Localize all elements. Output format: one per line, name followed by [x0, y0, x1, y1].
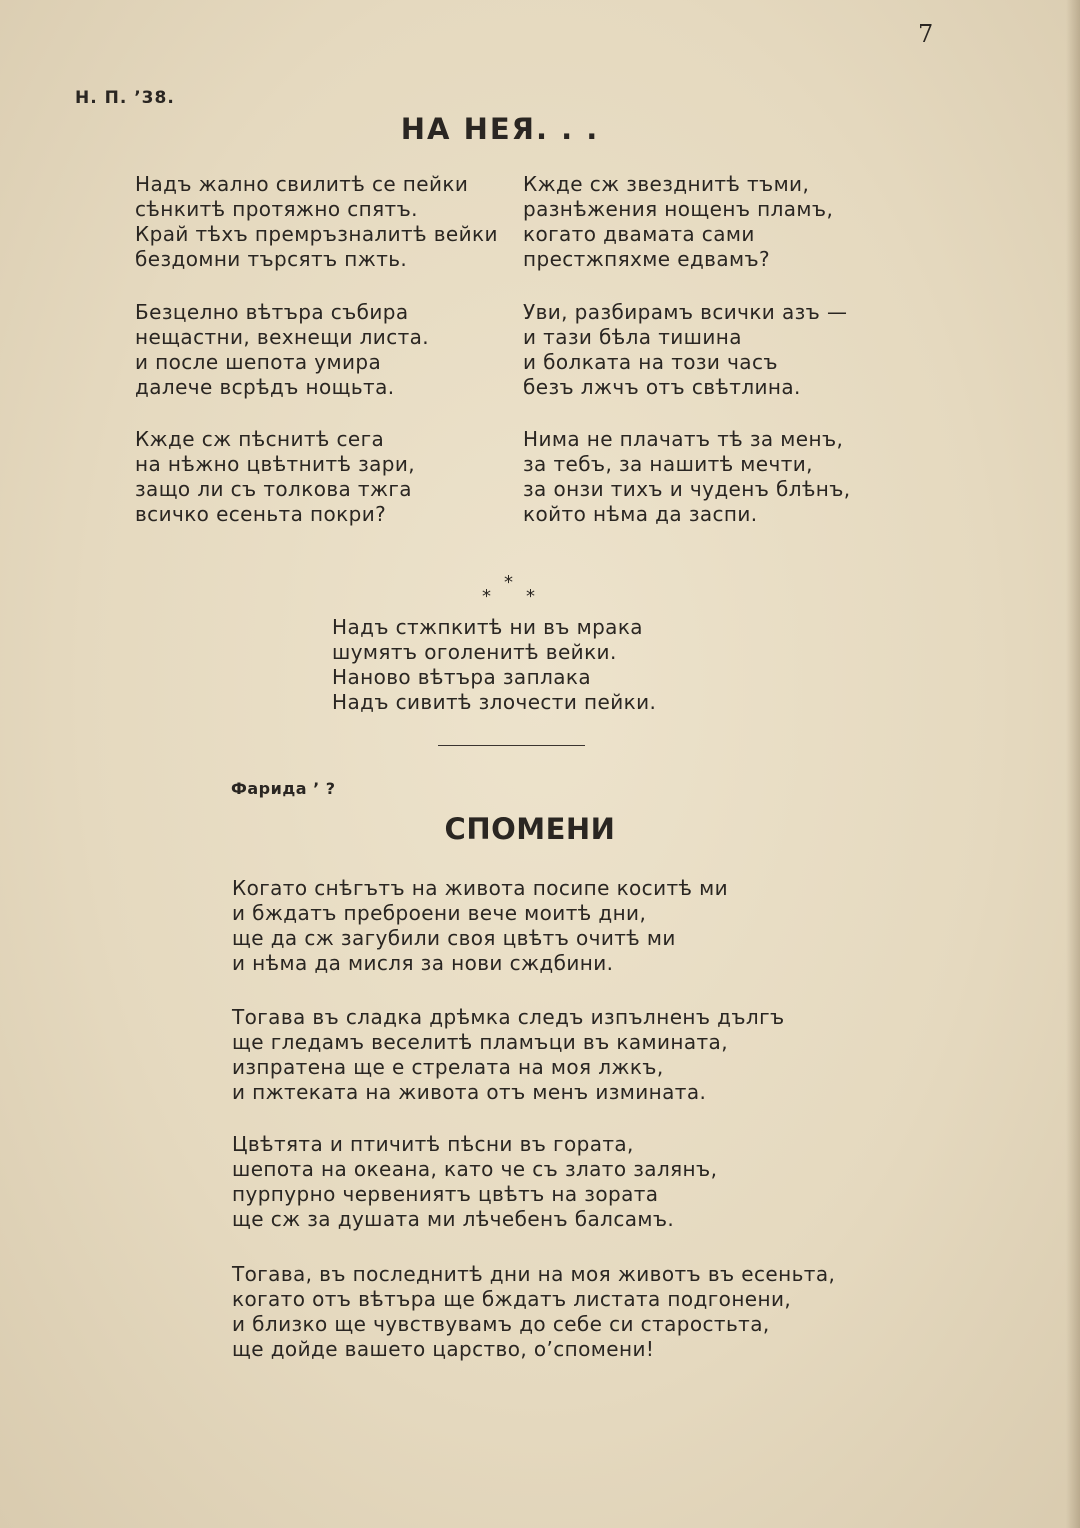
- verse-line: за тебъ, за нашитѣ мечти,: [523, 452, 813, 476]
- verse-line: и тази бѣла тишина: [523, 325, 742, 349]
- poem1-left-stanza-3: [135, 427, 415, 527]
- verse-line: всичко есеньта покри?: [135, 502, 387, 526]
- verse-line: ще гледамъ веселитѣ пламъци въ камината,: [232, 1030, 728, 1054]
- verse-line: ще дойде вашето царство, о’спомени!: [232, 1337, 655, 1361]
- page-spine-shadow: [1066, 0, 1080, 1528]
- page-number: 7: [918, 20, 934, 48]
- verse-line: и близко ще чувствувамъ до себе си старостьта,: [232, 1312, 770, 1336]
- verse-line: Надъ сивитѣ злочести пейки.: [332, 690, 657, 714]
- verse-line: Уви, разбирамъ всички азъ —: [523, 300, 848, 324]
- verse-line: Цвѣтята и птичитѣ пѣсни въ гората,: [232, 1132, 634, 1156]
- verse-line: Тогава въ сладка дрѣмка следъ изпълненъ дългъ: [232, 1005, 785, 1029]
- verse-line: разнѣжения нощенъ пламъ,: [523, 197, 834, 221]
- verse-line: на нѣжно цвѣтнитѣ зари,: [135, 452, 416, 476]
- verse-line: и бждатъ преброени вече моитѣ дни,: [232, 901, 647, 925]
- poem2-stanza-2: [232, 1005, 785, 1105]
- asterism-star: *: [504, 572, 513, 593]
- poem1-right-stanza-3: [523, 427, 851, 527]
- verse-line: и пжтеката на живота отъ менъ измината.: [232, 1080, 707, 1104]
- section-divider: [438, 745, 585, 746]
- asterism-star: *: [482, 586, 491, 607]
- verse-line: далече всрѣдъ нощьта.: [135, 375, 395, 399]
- verse-line: Нима не плачатъ тѣ за менъ,: [523, 427, 844, 451]
- poem1-left-stanza-1: [135, 172, 498, 272]
- poem2-stanza-1: [232, 876, 728, 976]
- poem1-author: Н. П. ’38.: [75, 88, 175, 108]
- verse-line: и нѣма да мисля за нови сждбини.: [232, 951, 614, 975]
- poem2-title: СПОМЕНИ: [444, 812, 616, 846]
- verse-line: когато двамата сами: [523, 222, 755, 246]
- verse-line: пурпурно червениятъ цвѣтъ на зората: [232, 1182, 659, 1206]
- poem1-right-stanza-2: [523, 300, 847, 400]
- verse-line: шепота на океана, като че съ злато залянъ,: [232, 1157, 718, 1181]
- verse-line: ще да сж загубили своя цвѣтъ очитѣ ми: [232, 926, 676, 950]
- verse-line: бездомни търсятъ пжть.: [135, 247, 408, 271]
- asterism-star: *: [526, 586, 535, 607]
- verse-line: ще сж за душата ми лѣчебенъ балсамъ.: [232, 1207, 675, 1231]
- verse-line: шумятъ оголенитѣ вейки.: [332, 640, 617, 664]
- verse-line: за онзи тихъ и чуденъ блѣнъ,: [523, 477, 851, 501]
- verse-line: безъ лжчъ отъ свѣтлина.: [523, 375, 801, 399]
- verse-line: нещастни, вехнещи листа.: [135, 325, 430, 349]
- verse-line: Безцелно вѣтъра събира: [135, 300, 409, 324]
- verse-line: Кжде сж звезднитѣ тъми,: [523, 172, 810, 196]
- verse-line: и болката на този часъ: [523, 350, 778, 374]
- verse-line: Когато снѣгътъ на живота посипе коситѣ ми: [232, 876, 729, 900]
- poem1-center-stanza: [332, 615, 656, 715]
- verse-line: сѣнкитѣ протяжно спятъ.: [135, 197, 418, 221]
- verse-line: Надъ стжпкитѣ ни въ мрака: [332, 615, 643, 639]
- poem1-left-stanza-2: [135, 300, 429, 400]
- verse-line: когато отъ вѣтъра ще бждатъ листата подгонени,: [232, 1287, 792, 1311]
- verse-line: Тогава, въ последнитѣ дни на моя животъ въ есеньта,: [232, 1262, 836, 1286]
- verse-line: Кжде сж пѣснитѣ сега: [135, 427, 385, 451]
- asterism: [460, 572, 560, 606]
- verse-line: и после шепота умира: [135, 350, 382, 374]
- verse-line: Наново вѣтъра заплака: [332, 665, 592, 689]
- verse-line: изпратена ще е стрелата на моя лжкъ,: [232, 1055, 664, 1079]
- verse-line: защо ли съ толкова тжга: [135, 477, 412, 501]
- poem2-stanza-3: [232, 1132, 717, 1232]
- verse-line: престжпяхме едвамъ?: [523, 247, 771, 271]
- poem2-stanza-4: [232, 1262, 835, 1362]
- poem1-right-stanza-1: [523, 172, 833, 272]
- poem1-title: НА НЕЯ. . .: [400, 112, 600, 146]
- poem2-author: Фарида ’ ?: [231, 779, 336, 798]
- verse-line: Надъ жално свилитѣ се пейки: [135, 172, 469, 196]
- verse-line: Край тѣхъ премръзналитѣ вейки: [135, 222, 498, 246]
- verse-line: който нѣма да заспи.: [523, 502, 758, 526]
